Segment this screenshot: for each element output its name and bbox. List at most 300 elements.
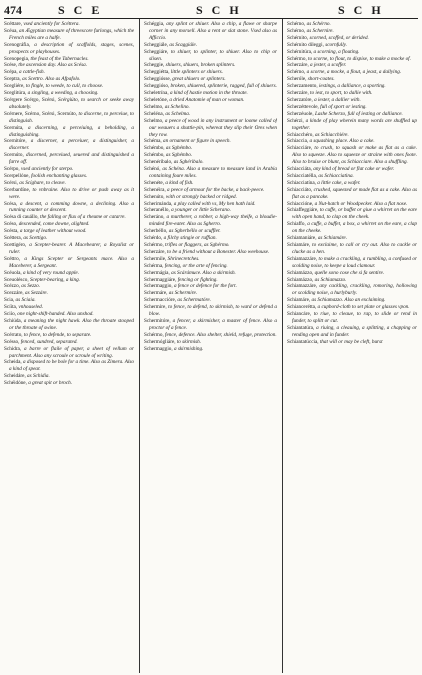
entry-headword: Scherzáre, bbox=[287, 62, 309, 69]
dictionary-entry bbox=[144, 62, 277, 69]
entry-definition: a kind of very round apple. bbox=[23, 269, 80, 276]
entry-headword: Scernitóre, bbox=[4, 138, 27, 145]
entry-definition: to discerne, to perceiue, to distinguish. bbox=[9, 110, 134, 124]
entry-definition: a kind of hastie motion in the throate. bbox=[169, 90, 248, 97]
entry-headword: Scherzáre, bbox=[144, 248, 166, 255]
entry-definition: a cattle-fish. bbox=[18, 69, 45, 76]
dictionary-entry bbox=[144, 159, 277, 166]
dictionary-entry bbox=[144, 104, 277, 111]
entry-headword: Sceglitúra, bbox=[4, 90, 27, 97]
dictionary-entry bbox=[144, 49, 277, 63]
entry-definition: as Schermire. bbox=[168, 290, 198, 297]
dictionary-entry bbox=[4, 228, 134, 235]
entry-definition: as Schelino. bbox=[164, 103, 190, 110]
entry-definition: a iester, a dallier with. bbox=[314, 96, 361, 103]
entry-headword: Scheráno, bbox=[144, 214, 165, 221]
entry-definition: a great spit or broch. bbox=[28, 380, 73, 387]
dictionary-entry bbox=[4, 270, 134, 277]
entry-headword: Scherzéttevole, bbox=[287, 103, 319, 110]
entry-headword: Scherzamento, bbox=[287, 83, 318, 90]
entry-headword: Sceptra, bbox=[4, 76, 21, 83]
entry-definition: fenced, sundred, separated. bbox=[20, 338, 78, 345]
entry-definition: short-coates. bbox=[307, 76, 335, 83]
entry-definition: discerned, perceiued, seuered and distinguished a farre off. bbox=[9, 152, 134, 166]
page-number: 474 bbox=[4, 3, 22, 17]
dictionary-entry bbox=[287, 90, 417, 97]
dictionary-entry bbox=[287, 111, 417, 118]
entry-headword: Schérnito dileggi, bbox=[287, 41, 324, 48]
entry-headword: Schiacciatélla, bbox=[287, 172, 318, 179]
entry-definition: descended, come downe, alighted. bbox=[18, 221, 90, 228]
entry-definition: trifles or flaggers, as Sghérmo. bbox=[165, 242, 230, 248]
entry-definition: a discerner, a perceiuer, a distinguisher, a discerner. bbox=[9, 138, 134, 152]
dictionary-entry bbox=[287, 187, 417, 201]
entry-headword: Schiamaniáre, bbox=[287, 235, 317, 242]
entry-definition: as Scárámuce. Also a skirmish. bbox=[171, 269, 236, 276]
entry-definition: a squashing place. Also a cake. bbox=[309, 138, 375, 145]
entry-headword: Scheidáre, bbox=[4, 373, 26, 380]
entry-definition: a younger or little Scherano. bbox=[171, 207, 231, 214]
dictionary-entry bbox=[4, 235, 134, 242]
entry-definition: with or strongly backed or ridged. bbox=[165, 193, 237, 200]
entry-definition: as Schérno. bbox=[306, 21, 331, 27]
entry-headword: Schémbo, bbox=[144, 145, 165, 152]
entry-definition: to fence, to defend, to skirmish, to ward or defend a blow. bbox=[149, 304, 277, 318]
dictionary-entry bbox=[144, 318, 277, 332]
dictionary-entry bbox=[4, 242, 134, 256]
entry-definition: scornfully. bbox=[325, 41, 347, 48]
entry-definition: as Schiamazzo. Also an exclaiming. bbox=[311, 297, 386, 304]
dictionary-entry bbox=[4, 56, 134, 63]
entry-definition: as Schiamáre. bbox=[317, 235, 348, 242]
entry-headword: Scépa, bbox=[4, 69, 18, 76]
entry-headword: Schiamazzáre, bbox=[287, 283, 318, 290]
dictionary-entry bbox=[144, 138, 277, 145]
dictionary-entry bbox=[4, 290, 134, 297]
entry-headword: Schérmo, bbox=[144, 242, 164, 248]
dictionary-entry bbox=[144, 166, 277, 180]
entry-headword: Scia, bbox=[4, 297, 15, 304]
entry-definition: scorned, scoffed, or derided. bbox=[309, 34, 369, 41]
dictionary-entry bbox=[287, 97, 417, 104]
dictionary-entry bbox=[287, 283, 417, 297]
entry-definition: fencing, or the arte of fencing. bbox=[164, 262, 228, 269]
entry-definition: crushed, squeezed or made flat as a cake. Also as flat as a pancake. bbox=[292, 186, 417, 200]
dictionary-entry bbox=[144, 346, 277, 353]
entry-headword: Schiaccia, bbox=[287, 138, 309, 145]
dictionary-entry bbox=[4, 201, 134, 215]
entry-headword: Schermáre, bbox=[144, 290, 168, 297]
page-header bbox=[4, 2, 418, 18]
dictionary-entry bbox=[287, 69, 417, 76]
entry-definition: a play called with vs, My hen hath laid. bbox=[173, 200, 256, 207]
entry-headword: Scheggiále, bbox=[144, 41, 169, 48]
entry-headword: Schéma, bbox=[144, 138, 162, 145]
entry-headword: Schenéribalo, bbox=[144, 159, 173, 166]
entry-definition: the falling or flux of a rheume or catarre. bbox=[40, 214, 126, 221]
entry-definition: a Scepter-bearer. A Macebearer, a Royalist or ruler. bbox=[9, 242, 134, 255]
entry-headword: Scheggióso, bbox=[144, 83, 170, 90]
entry-headword: Scéttro, bbox=[4, 255, 20, 262]
entry-headword: Schiaffo, bbox=[287, 221, 306, 228]
entry-headword: Schérzi, bbox=[287, 117, 304, 124]
dictionary-entry bbox=[144, 304, 277, 318]
entry-headword: Schermitóre, bbox=[144, 317, 171, 324]
dictionary-entry bbox=[4, 28, 134, 42]
entry-headword: Schéggia, bbox=[144, 21, 165, 27]
entry-definition: broken, shiuered, splinterie, ragged, full of shiuers. bbox=[170, 83, 277, 90]
entry-definition: to shiuer, to splinter, to shiuer. Also to chip or slisen. bbox=[149, 48, 277, 62]
dictionary-entry bbox=[287, 180, 417, 187]
entry-headword: Schelmo, bbox=[144, 103, 164, 110]
entry-headword: Scérgere Scérgo, Scérsi, bbox=[4, 96, 56, 103]
entry-headword: Scésa di cauállo, bbox=[4, 214, 39, 221]
entry-headword: Schiamazzáre, bbox=[287, 255, 318, 262]
entry-definition: as Scíghare, to cleave. bbox=[19, 179, 66, 186]
entry-headword: Scherzáre, bbox=[287, 90, 309, 97]
entry-definition: a barre or flaile of paper, a sheet of vellum or parchment. Also any scroule or scroule of writing. bbox=[9, 345, 134, 359]
entry-headword: Scérsi, bbox=[4, 179, 18, 186]
entry-definition: the feast of the Tabernacles. bbox=[30, 55, 89, 62]
entry-headword: Scheggiétta, bbox=[144, 69, 170, 76]
dictionary-entry bbox=[144, 214, 277, 228]
entry-headword: Schiacciáto, bbox=[287, 186, 313, 193]
entry-headword: Scheléna, bbox=[144, 110, 165, 117]
entry-definition: as Schiacchiére. bbox=[314, 131, 349, 138]
entry-headword: Schérdo, bbox=[144, 235, 163, 242]
entry-definition: as Scettigo. bbox=[23, 235, 48, 242]
entry-headword: Schiamázzo, bbox=[287, 276, 314, 283]
entry-headword: Schermógliáre, bbox=[144, 338, 176, 345]
dictionary-entry bbox=[287, 221, 417, 235]
entry-definition: a little cake, a wafer. bbox=[317, 179, 361, 186]
entry-headword: Schiamáre, bbox=[287, 242, 311, 248]
entry-headword: Schermire, bbox=[144, 304, 167, 311]
dictionary-entry bbox=[287, 28, 417, 35]
entry-definition: a scorne, a mocke, a flout, a jeast, a dallying. bbox=[306, 69, 402, 76]
entry-headword: Scheggiósse, bbox=[144, 76, 171, 83]
dictionary-entry bbox=[144, 97, 277, 104]
dictionary-entry bbox=[144, 187, 277, 194]
entry-definition: vsed anciently for sterpo. bbox=[21, 166, 74, 173]
dictionary-entry bbox=[4, 332, 134, 339]
entry-definition: as Sezzáre. bbox=[25, 290, 48, 297]
dictionary-entry bbox=[287, 166, 417, 173]
dictionary-entry bbox=[287, 235, 417, 242]
entry-headword: Scheletóne, bbox=[144, 96, 169, 103]
dictionary-entry bbox=[144, 242, 277, 249]
dictionary-entry bbox=[4, 111, 134, 125]
entry-definition: a kinde of play wherein many words are shuffled up together. bbox=[292, 117, 417, 131]
entry-definition: a murtherer, a robber, a high-way theife, a bloudie-minded fire-eater. Also as Sgherro. bbox=[149, 214, 277, 228]
dictionary-entry bbox=[4, 180, 134, 187]
entry-definition: to iest, to sport, to dallie with. bbox=[310, 90, 373, 97]
entry-definition: great shiuers or splinters. bbox=[172, 76, 226, 83]
entry-headword: Scérpo, bbox=[4, 166, 20, 173]
entry-headword: Scheranéllo, bbox=[144, 207, 170, 214]
entry-headword: Scéuola, bbox=[4, 269, 22, 276]
dictionary-entry bbox=[144, 111, 277, 118]
entry-definition: little splinters or shiuers. bbox=[170, 69, 223, 76]
entry-definition: any splint or shiuer. Also a chip, a flawe or sharpe corner in any morsell. Also a rent or slat stone. Vsed also as Afficcio. bbox=[149, 21, 277, 41]
entry-definition: a jester, a scoffer. bbox=[310, 62, 347, 69]
entry-headword: Schenéte, bbox=[144, 179, 165, 186]
column-3 bbox=[287, 21, 417, 673]
entry-headword: Schérnitúra, bbox=[287, 48, 313, 55]
dictionary-entry bbox=[144, 263, 277, 270]
entry-definition: to vnbraine. Also to drive or push away as it were. bbox=[9, 186, 134, 200]
entry-headword: Scésso, bbox=[4, 338, 20, 345]
entry-definition: to fence, to defende, to separate. bbox=[23, 331, 92, 338]
entry-headword: Scegliére, bbox=[4, 83, 25, 90]
entry-headword: Schenúto, bbox=[144, 193, 165, 200]
entry-definition: the ascension day. Also as Scésa. bbox=[18, 62, 88, 69]
entry-headword: Scérrato, bbox=[4, 331, 23, 338]
entry-headword: Schenéira, bbox=[144, 186, 166, 193]
dictionary-entry bbox=[287, 49, 417, 56]
entry-headword: Schiacciáta, bbox=[287, 166, 312, 173]
dictionary-page bbox=[4, 2, 418, 673]
entry-headword: Schéidóne, bbox=[4, 380, 27, 387]
dictionary-entry bbox=[144, 256, 277, 263]
entry-definition: to fingle, to weede, to cull, to choose. bbox=[25, 83, 104, 90]
entry-headword: Scheggiáre, bbox=[144, 48, 169, 55]
entry-definition: a fence or defence for the fort. bbox=[173, 283, 237, 290]
entry-headword: Schelmo, bbox=[144, 117, 164, 124]
entry-definition: Lashe Scherzo, full of iesting or dalliance. bbox=[314, 110, 403, 117]
dictionary-entry bbox=[4, 359, 134, 373]
entry-definition: as Schiamazzo. bbox=[314, 276, 347, 283]
entry-headword: Schiancerétta, bbox=[287, 304, 317, 311]
entry-definition: vsed anciently for Scéttera. bbox=[23, 21, 80, 27]
entry-headword: Scéttera, bbox=[4, 235, 23, 242]
dictionary-entry bbox=[4, 152, 134, 166]
entry-headword: Scézzo, bbox=[4, 283, 20, 290]
entry-definition: as Schelma. bbox=[165, 110, 191, 117]
entry-definition: as Scettro. Also as Afpafolo. bbox=[22, 76, 81, 83]
dictionary-entry bbox=[144, 152, 277, 159]
dictionary-entry bbox=[144, 21, 277, 42]
dictionary-entry bbox=[144, 283, 277, 290]
entry-definition: to scorne, to flout, to dispise, to make a mocke of. bbox=[308, 55, 411, 62]
dictionary-entry bbox=[287, 339, 417, 346]
dictionary-entry bbox=[287, 242, 417, 256]
entry-headword: Scheróle, bbox=[287, 76, 307, 83]
entry-definition: as Schéna. Also a measure to measure land in Arabia containing foure miles. bbox=[149, 166, 277, 179]
dictionary-entry bbox=[4, 256, 134, 270]
entry-headword: Scérnere, Scérno, Scérsi, Scernúto, bbox=[4, 110, 78, 117]
dictionary-entry bbox=[287, 270, 417, 277]
entry-headword: Schiantatúra, bbox=[287, 324, 315, 331]
entry-definition: a discerning, a perceiuing, a beholding, a distinguishing. bbox=[9, 124, 134, 138]
entry-definition: shiuers, shiuers, broken splinters. bbox=[165, 62, 236, 69]
entry-headword: Scernúta, bbox=[4, 124, 24, 131]
entry-definition: a meaning the night hawk. Also the throate stooped or the throate of swine. bbox=[9, 317, 134, 331]
dictionary-entry bbox=[287, 173, 417, 180]
entry-definition: quelle sono cose che si fa sentire. bbox=[314, 269, 385, 276]
entry-headword: Schermaccióre, bbox=[144, 297, 177, 304]
entry-definition: a cuffe, a buffet, a box, a whirret on the eare, a clap on the cheeke. bbox=[292, 221, 417, 235]
dictionary-entry bbox=[144, 201, 277, 208]
entry-headword: Schérnito, bbox=[287, 34, 309, 41]
dictionary-entry bbox=[4, 97, 134, 111]
dictionary-entry bbox=[287, 35, 417, 42]
entry-headword: Sceuolésco, bbox=[4, 276, 29, 283]
entry-headword: Scéttare, bbox=[4, 21, 23, 27]
entry-definition: a scorning, a flouting. bbox=[313, 48, 360, 55]
entry-headword: Schiancáre, bbox=[287, 311, 312, 318]
entry-headword: Scenográfia, bbox=[4, 41, 31, 48]
entry-definition: a descent, a comming downe, a declining. Also a running counter or descent. bbox=[9, 200, 134, 214]
entry-definition: a targe of leather without wood. bbox=[19, 228, 87, 235]
dictionary-entry bbox=[144, 90, 277, 97]
entry-definition: as Sciaia. bbox=[15, 297, 36, 304]
dictionary-entry bbox=[4, 283, 134, 290]
entry-headword: Scéua, bbox=[4, 27, 18, 34]
dictionary-entry bbox=[287, 325, 417, 339]
dictionary-entry bbox=[4, 83, 134, 90]
dictionary-entry bbox=[4, 297, 134, 304]
entry-definition: fencing or fighting. bbox=[177, 276, 218, 283]
entry-definition: foolish enchanting glasses. bbox=[31, 172, 88, 179]
entry-headword: Schermile, bbox=[144, 255, 167, 262]
entry-definition: an ornament or figure in speech. bbox=[163, 138, 231, 145]
column-2 bbox=[144, 21, 277, 673]
entry-headword: Scherzéuole, bbox=[287, 110, 314, 117]
entry-headword: Schérno, bbox=[287, 27, 306, 34]
entry-headword: Scése, bbox=[4, 62, 18, 69]
dictionary-entry bbox=[4, 311, 134, 318]
dictionary-entry bbox=[4, 380, 134, 387]
entry-headword: Scheggie, bbox=[144, 62, 165, 69]
entry-headword: Scerbardíne, bbox=[4, 186, 31, 193]
entry-headword: Schiacciatína, bbox=[287, 179, 316, 186]
entry-headword: Scherimánda, bbox=[144, 200, 173, 207]
dictionary-entry bbox=[144, 249, 277, 256]
entry-headword: Schiamázzo, bbox=[287, 269, 314, 276]
dictionary-entry bbox=[4, 318, 134, 332]
dictionary-entry bbox=[287, 311, 417, 325]
dictionary-entry bbox=[287, 297, 417, 304]
dictionary-entry bbox=[287, 304, 417, 311]
dictionary-entry bbox=[287, 145, 417, 166]
entry-headword: Schiacciáre, bbox=[287, 145, 313, 152]
dictionary-entry bbox=[144, 270, 277, 277]
dictionary-entry bbox=[144, 194, 277, 201]
entry-definition: as Schernire. bbox=[306, 27, 334, 34]
entry-headword: Scherbéllo, bbox=[144, 228, 168, 235]
dictionary-entry bbox=[287, 42, 417, 49]
dictionary-entry bbox=[4, 90, 134, 97]
dictionary-entry bbox=[4, 138, 134, 152]
entry-definition: one night-shift-handed. Also unshod. bbox=[17, 311, 94, 318]
dictionary-entry bbox=[144, 180, 277, 187]
dictionary-entry bbox=[287, 277, 417, 284]
dictionary-entry bbox=[144, 69, 277, 76]
entry-headword: Schermaggio, bbox=[144, 345, 173, 352]
entry-definition: as Schiacciatina. bbox=[318, 172, 354, 179]
entry-headword: Schérmo, bbox=[144, 331, 164, 338]
entry-definition: as Sgherbéllo or scuffler. bbox=[168, 228, 221, 235]
dictionary-entry bbox=[4, 214, 134, 221]
dictionary-entry bbox=[287, 256, 417, 270]
entry-definition: a singling, a weeding, a choosing. bbox=[27, 90, 99, 97]
entry-definition: to riue, to cleaue, to rap, to slide or rend in funder, to splitt or cut. bbox=[292, 311, 417, 324]
entry-headword: Schérno, bbox=[287, 69, 306, 76]
column-1 bbox=[4, 21, 134, 673]
entry-definition: an Ægyptian measure of threescore furlongs, which the French miles are a halfe. bbox=[9, 27, 134, 41]
entry-headword: Scíita, bbox=[4, 304, 18, 311]
entry-definition: a peece of armour for the backe, a back-peece. bbox=[167, 186, 265, 193]
entry-headword: Schermaggio, bbox=[144, 283, 173, 290]
entry-definition: a riuing, a cleauing, a splitting, a chapping or rending open and in funder. bbox=[292, 324, 417, 338]
entry-headword: Schénó, bbox=[144, 166, 161, 173]
dictionary-entry bbox=[287, 104, 417, 111]
entry-definition: as Sghémbo. bbox=[165, 152, 193, 159]
entry-definition: iestings, a dalliance, a sporting. bbox=[318, 83, 386, 90]
entry-definition: to make a crackling, a rumbling, a confused or scolding noise, to keepe a loud clamour. bbox=[292, 255, 417, 269]
entry-headword: Scettigéro, bbox=[4, 242, 27, 248]
entry-headword: Scenopegia, bbox=[4, 55, 30, 62]
entry-definition: as Sezzo. bbox=[21, 283, 41, 290]
dictionary-entry bbox=[4, 125, 134, 139]
entry-headword: Schermaggiáre, bbox=[144, 276, 177, 283]
entry-definition: any cackling, crackling, romoring, hollowing or scolding noise, a hurlyburly. bbox=[292, 283, 417, 297]
entry-definition: a cupbord-cloth to set plate or glasses vpon. bbox=[317, 304, 410, 311]
entry-definition: as Schidia. bbox=[27, 373, 50, 380]
entry-headword: Scésta, bbox=[4, 228, 19, 235]
entry-definition: fence, defence. Also shelter, shield, refuge, protection. bbox=[165, 331, 277, 338]
entry-definition: Scérgiúto, to search or seeke away absolutely. bbox=[9, 96, 134, 110]
dictionary-entry bbox=[4, 339, 134, 346]
entry-headword: Schiaccióne, bbox=[287, 200, 314, 207]
entry-definition: any kind of bread or flat cake or wafer. bbox=[313, 166, 395, 173]
dictionary-entry bbox=[144, 290, 277, 297]
entry-definition: a Nut-hatch or Woodpecker. Also a flat nose. bbox=[314, 200, 408, 207]
entry-definition: Shrinecretches. bbox=[167, 255, 200, 262]
entry-definition: as Sghéribalo. bbox=[173, 159, 204, 166]
entry-headword: Scezzáre, bbox=[4, 290, 24, 297]
entry-headword: Scheletrína, bbox=[144, 90, 169, 97]
dictionary-entry bbox=[144, 145, 277, 152]
entry-definition: as Schermatóre. bbox=[177, 297, 211, 304]
column-divider-left bbox=[139, 19, 140, 673]
entry-definition: a dried Anatomie of man or woman. bbox=[169, 96, 245, 103]
entry-definition: to cuffe, or buffet or giue a whirret on the eare with open hand, to clap on the cheek. bbox=[292, 207, 417, 221]
dictionary-entry bbox=[144, 339, 277, 346]
entry-headword: Scherzatóre, bbox=[287, 96, 313, 103]
entry-definition: to be a friend without a Bonester. Also weehouse. bbox=[167, 248, 270, 255]
dictionary-entry bbox=[287, 207, 417, 221]
entry-headword: Schermágia, bbox=[144, 269, 170, 276]
entry-definition: to exclaime, to call or cry out. Also to cackle or clucke as a hen. bbox=[292, 242, 417, 255]
entry-headword: Scéso, bbox=[4, 221, 18, 228]
dictionary-entry bbox=[287, 132, 417, 139]
dictionary-entry bbox=[144, 235, 277, 242]
entry-headword: Schiúda, bbox=[4, 317, 23, 324]
dictionary-entry bbox=[4, 346, 134, 360]
dictionary-entry bbox=[287, 76, 417, 83]
entry-definition: vnhouseled. bbox=[18, 304, 44, 311]
entry-definition: a description of scaffolds, stages, scenes, prospects or playhouses. bbox=[9, 41, 134, 55]
entry-definition: to skirmish. bbox=[176, 338, 202, 345]
dictionary-entry bbox=[287, 83, 417, 90]
entry-definition: to crush, to squash or make as flat as a cake. Also to squeeze. Also to squeeze or straine with ones foote. Also to bruise or blunt, as Schiacciare. Also a shuffling. bbox=[292, 145, 417, 166]
entry-definition: full of sport or iesting. bbox=[320, 103, 367, 110]
column-3-running-head: S C H bbox=[338, 3, 384, 17]
entry-headword: Sciío, bbox=[4, 311, 16, 318]
dictionary-entry bbox=[4, 173, 134, 180]
